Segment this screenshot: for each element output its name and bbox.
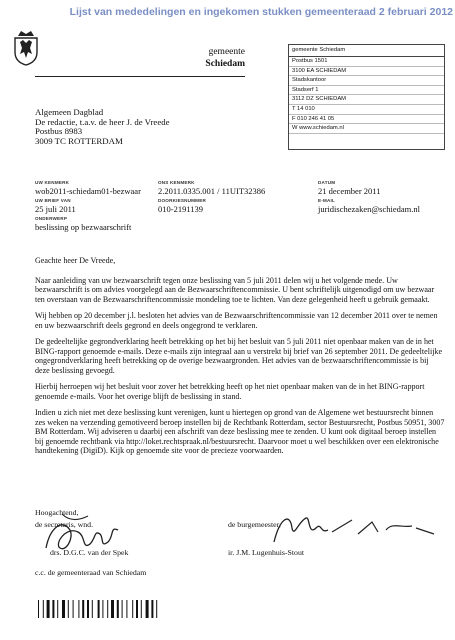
meta-value: juridischezaken@schiedam.nl (318, 204, 420, 214)
meta-datum (318, 180, 380, 196)
sender-name (140, 46, 245, 70)
meta-label: UW KENMERK (35, 180, 70, 185)
coat-of-arms-icon (12, 30, 40, 66)
meta-value: 21 december 2011 (318, 186, 381, 196)
address-line: Stadskantoor (289, 76, 444, 86)
addressee-line: De redactie, t.a.v. de heer J. de Vreede (35, 116, 170, 127)
addressee-line: Postbus 8983 (35, 126, 83, 137)
left-signer-name: drs. D.G.C. van der Spek (50, 548, 129, 557)
letter-body (35, 256, 445, 463)
meta-onderwerp (35, 216, 131, 232)
body-paragraph: Wij hebben op 20 december j.l. besloten het advies van de Bezwaarschriftencommissie van 12 december 2011 over te nemen en uw bezwaarschrift deels gegrond en deels ongegrond te verklaren. (35, 311, 438, 330)
address-line: W www.schiedam.nl (289, 124, 444, 134)
meta-label: UW BRIEF VAN (35, 198, 71, 203)
document-banner: Lijst van mededelingen en ingekomen stukken gemeenteraad 2 februari 2012 (69, 6, 453, 18)
body-paragraph: Naar aanleiding van uw bezwaarschrift tegen onze beslissing van 5 juli 2011 delen wij u het volgende mede. Uw bezwaarschrift is om advies voorgelegd aan de Bezwaarschriftencommissie. U bent schriftelijk uitgenodigd om uw bezwaar ten overstaan van de Bezwaarschriftencommissie mondeling toe te lichten. Van deze gelegenheid heeft u gebruik gemaakt. (35, 275, 435, 304)
body-paragraph: Indien u zich niet met deze beslissing kunt verenigen, kunt u hiertegen op grond van de Algemene wet bestuursrecht binnen zes weken na verzending gemotiveerd beroep instellen bij de Rechtbank Rotterdam, sector Bestuursrecht, Postbus 50951, 3007 BM Rotterdam. Wij adviseren u daarbij een afschrift van deze beslissing mee te zenden. U kunt ook digitaal beroep instellen bij genoemde rechtbank via http://loket.rechtspraak.nl/bestuursrecht. Daarvoor moet u wel beschikken over een elektronische handtekening (DigiD). Kijk op genoemde site voor de precieze voorwaarden. (35, 408, 445, 455)
meta-value: 2.2011.0335.001 / 11UIT32386 (158, 186, 266, 196)
meta-email (318, 198, 420, 214)
closing-greeting: Hoogachtend, (35, 508, 79, 517)
address-line: 3112 DZ SCHIEDAM (289, 95, 444, 105)
addressee-line: 3009 TC ROTTERDAM (35, 135, 123, 146)
meta-label: DOORKIESNUMMER (158, 198, 206, 203)
sender-line-1: gemeente (208, 47, 245, 57)
address-line: Postbus 1501 (289, 57, 444, 67)
meta-label: ONS KENMERK (158, 180, 195, 185)
barcode-icon (38, 600, 183, 618)
address-line: F 010 246 41 05 (289, 115, 444, 125)
meta-value: wob2011-schiedam01-bezwaar (35, 186, 141, 196)
address-line: Stadserf 1 (289, 86, 444, 96)
meta-uw-kenmerk (35, 180, 141, 196)
salutation: Geachte heer De Vreede, (35, 256, 116, 265)
handwritten-signature-icon (262, 508, 442, 548)
addressee-block (35, 108, 170, 146)
meta-value: 010-2191139 (158, 204, 204, 214)
address-line: T 14 010 (289, 105, 444, 115)
meta-uw-brief (35, 198, 76, 214)
address-line: 3100 EA SCHIEDAM (289, 67, 444, 77)
meta-value: 25 juli 2011 (35, 204, 76, 214)
meta-label: ONDERWERP (35, 216, 68, 221)
addressee-line: Algemeen Dagblad (35, 107, 104, 117)
address-box (288, 44, 445, 150)
address-box-header: gemeente Schiedam (289, 45, 444, 57)
meta-ons-kenmerk (158, 180, 265, 196)
meta-label: DATUM (318, 180, 336, 185)
right-signer-name: ir. J.M. Lugenhuis-Stout (228, 548, 305, 557)
right-signer-role: de burgemeester, (228, 520, 281, 529)
left-signer-role: de secretaris, wnd. (35, 520, 94, 529)
meta-label: E-MAIL (318, 198, 336, 203)
sender-line-2: Schiedam (205, 59, 245, 69)
header-rule (35, 76, 245, 77)
body-paragraph: De gedeeltelijke gegrondverklaring heeft betrekking op het bij het besluit van 5 juli 2011 niet openbaar maken van de in het BING-rapport genoemde e-mails. Deze e-mails zijn integraal aan u verstrekt bij brief van 26 september 2011. De gedeeltelijke ongegrondverklaring heeft betrekking op de overige bezwaargronden. Het advies van de bezwaarschriftencommissie is bij deze beslissing gevoegd. (35, 337, 443, 375)
cc-line: c.c. de gemeenteraad van Schiedam (35, 568, 147, 577)
meta-value: beslissing op bezwaarschrift (35, 222, 132, 232)
body-paragraph: Hierbij herroepen wij het besluit voor zover het betrekking heeft op het niet openbaar maken van de in het BING-rapport genoemde e-mails. Voor het overige blijft de beslissing in stand. (35, 382, 425, 401)
meta-doorkiesnummer (158, 198, 206, 214)
